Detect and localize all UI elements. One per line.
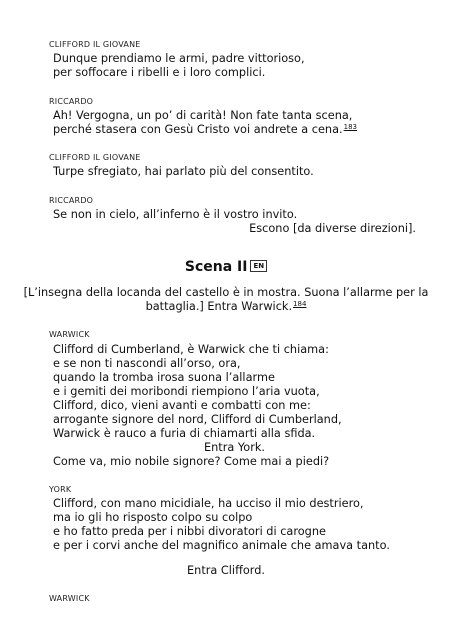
english-version-icon[interactable]: EN [250, 260, 267, 272]
verse-text: perché stasera con Gesù Cristo voi andrete a cena. [53, 123, 343, 136]
footnote-link[interactable]: 184 [293, 300, 307, 308]
speaker-label: RICCARDO [49, 196, 94, 205]
verse-line: per soffocare i ribelli e i loro complici. [53, 66, 266, 79]
speaker-label: CLIFFORD IL GIOVANE [49, 40, 141, 49]
verse-line: Se non in cielo, all’inferno è il vostro invito. [53, 208, 298, 221]
scene-heading [0, 259, 452, 275]
verse-line: Clifford, con mano micidiale, ha ucciso il mio destriero, [53, 497, 364, 510]
verse-line: Come va, mio nobile signore? Come mai a piedi? [53, 455, 330, 468]
speaker-label: CLIFFORD IL GIOVANE [49, 153, 141, 162]
verse-line: Warwick è rauco a furia di chiamarti alla sfida. [53, 427, 316, 440]
speaker-label: WARWICK [49, 330, 90, 339]
verse-line: Ah! Vergogna, un po’ di carità! Non fate tanta scena, [53, 109, 353, 122]
verse-line: arrogante signore del nord, Clifford di Cumberland, [53, 413, 342, 426]
scene-direction [0, 300, 452, 313]
stage-direction: Escono [da diverse direzioni]. [249, 222, 416, 235]
footnote-link[interactable]: 183 [343, 123, 357, 131]
verse-line: ma io gli ho risposto colpo su colpo [53, 511, 253, 524]
verse-line: Dunque prendiamo le armi, padre vittorioso, [53, 52, 305, 65]
scene-direction: [L’insegna della locanda del castello è in mostra. Suona l’allarme per la [23, 286, 429, 299]
speaker-label: YORK [49, 485, 72, 494]
stage-direction: Entra York. [204, 441, 265, 454]
speaker-label: RICCARDO [49, 97, 94, 106]
scene-title: Scena II [184, 259, 248, 275]
verse-line: e per i corvi anche del magnifico animale che amava tanto. [53, 539, 390, 552]
stage-direction: Entra Clifford. [187, 564, 265, 577]
speaker-label: WARWICK [49, 594, 90, 603]
verse-line: quando la tromba irosa suona l’allarme [53, 371, 275, 384]
verse-line [53, 123, 357, 136]
verse-line: e i gemiti dei moribondi riempiono l’aria vuota, [53, 385, 320, 398]
verse-line: e ho fatto preda per i nibbi divoratori di carogne [53, 525, 326, 538]
verse-line: e se non ti nascondi all’orso, ora, [53, 357, 241, 370]
scene-direction-text: battaglia.] Entra Warwick. [145, 300, 293, 313]
verse-line: Turpe sfregiato, hai parlato più del consentito. [53, 165, 314, 178]
verse-line: Clifford, dico, vieni avanti e combatti con me: [53, 399, 311, 412]
verse-line: Clifford di Cumberland, è Warwick che ti chiama: [53, 343, 329, 356]
